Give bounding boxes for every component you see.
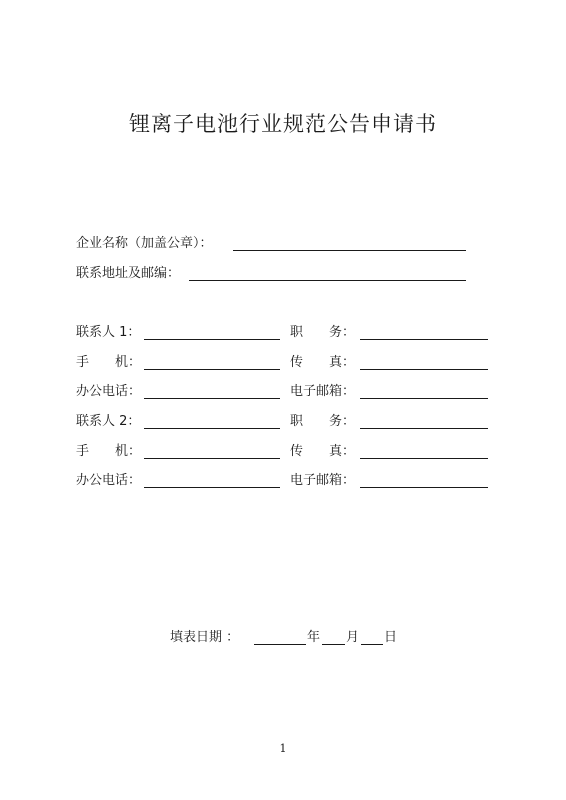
contact2-mobile-row <box>76 444 496 460</box>
contact2-position-label: 职 务： <box>290 414 356 429</box>
address-field[interactable] <box>189 280 466 281</box>
contact2-phone-row <box>76 473 496 489</box>
fill-date-day-label: 日 <box>384 630 398 645</box>
contact1-name-label: 联系人 1： <box>76 325 141 340</box>
contact1-mobile-field[interactable] <box>144 369 280 370</box>
page-number: 1 <box>279 742 287 755</box>
address-label: 联系地址及邮编： <box>76 266 181 281</box>
contact2-mobile-field[interactable] <box>144 458 280 459</box>
contact2-position-field[interactable] <box>360 428 488 429</box>
contact1-name-field[interactable] <box>144 339 280 340</box>
contact1-position-label: 职 务： <box>290 325 356 340</box>
address-row <box>76 266 476 282</box>
contact1-fax-field[interactable] <box>360 369 488 370</box>
contact2-fax-field[interactable] <box>360 458 488 459</box>
contact1-fax-label: 传 真： <box>290 355 356 370</box>
contact2-email-label: 电子邮箱： <box>290 473 356 488</box>
contact1-mobile-row <box>76 355 496 371</box>
contact2-name-field[interactable] <box>144 428 280 429</box>
fill-date-day-field[interactable] <box>361 644 383 645</box>
contact1-position-field[interactable] <box>360 339 488 340</box>
contact2-phone-label: 办公电话： <box>76 473 142 488</box>
contact1-email-field[interactable] <box>360 398 488 399</box>
contact2-name-row <box>76 414 496 430</box>
contact2-fax-label: 传 真： <box>290 444 356 459</box>
contact2-mobile-label: 手 机： <box>76 444 142 459</box>
contact1-phone-row <box>76 384 496 400</box>
contact1-phone-label: 办公电话： <box>76 384 142 399</box>
contact2-name-label: 联系人 2： <box>76 414 141 429</box>
fill-date-month-field[interactable] <box>322 644 345 645</box>
company-name-label: 企业名称（加盖公章）： <box>76 236 213 251</box>
document-title: 锂离子电池行业规范公告申请书 <box>129 112 437 136</box>
fill-date-year-label: 年 <box>307 630 321 645</box>
company-name-row <box>76 236 476 252</box>
contact1-phone-field[interactable] <box>144 398 280 399</box>
contact1-name-row <box>76 325 496 341</box>
contact1-email-label: 电子邮箱： <box>290 384 356 399</box>
company-name-field[interactable] <box>233 250 466 251</box>
contact2-phone-field[interactable] <box>144 487 280 488</box>
contact1-mobile-label: 手 机： <box>76 355 142 370</box>
contact2-email-field[interactable] <box>360 487 488 488</box>
fill-date-month-label: 月 <box>346 630 360 645</box>
fill-date-year-field[interactable] <box>254 644 306 645</box>
fill-date-label: 填表日期 ： <box>170 630 240 645</box>
